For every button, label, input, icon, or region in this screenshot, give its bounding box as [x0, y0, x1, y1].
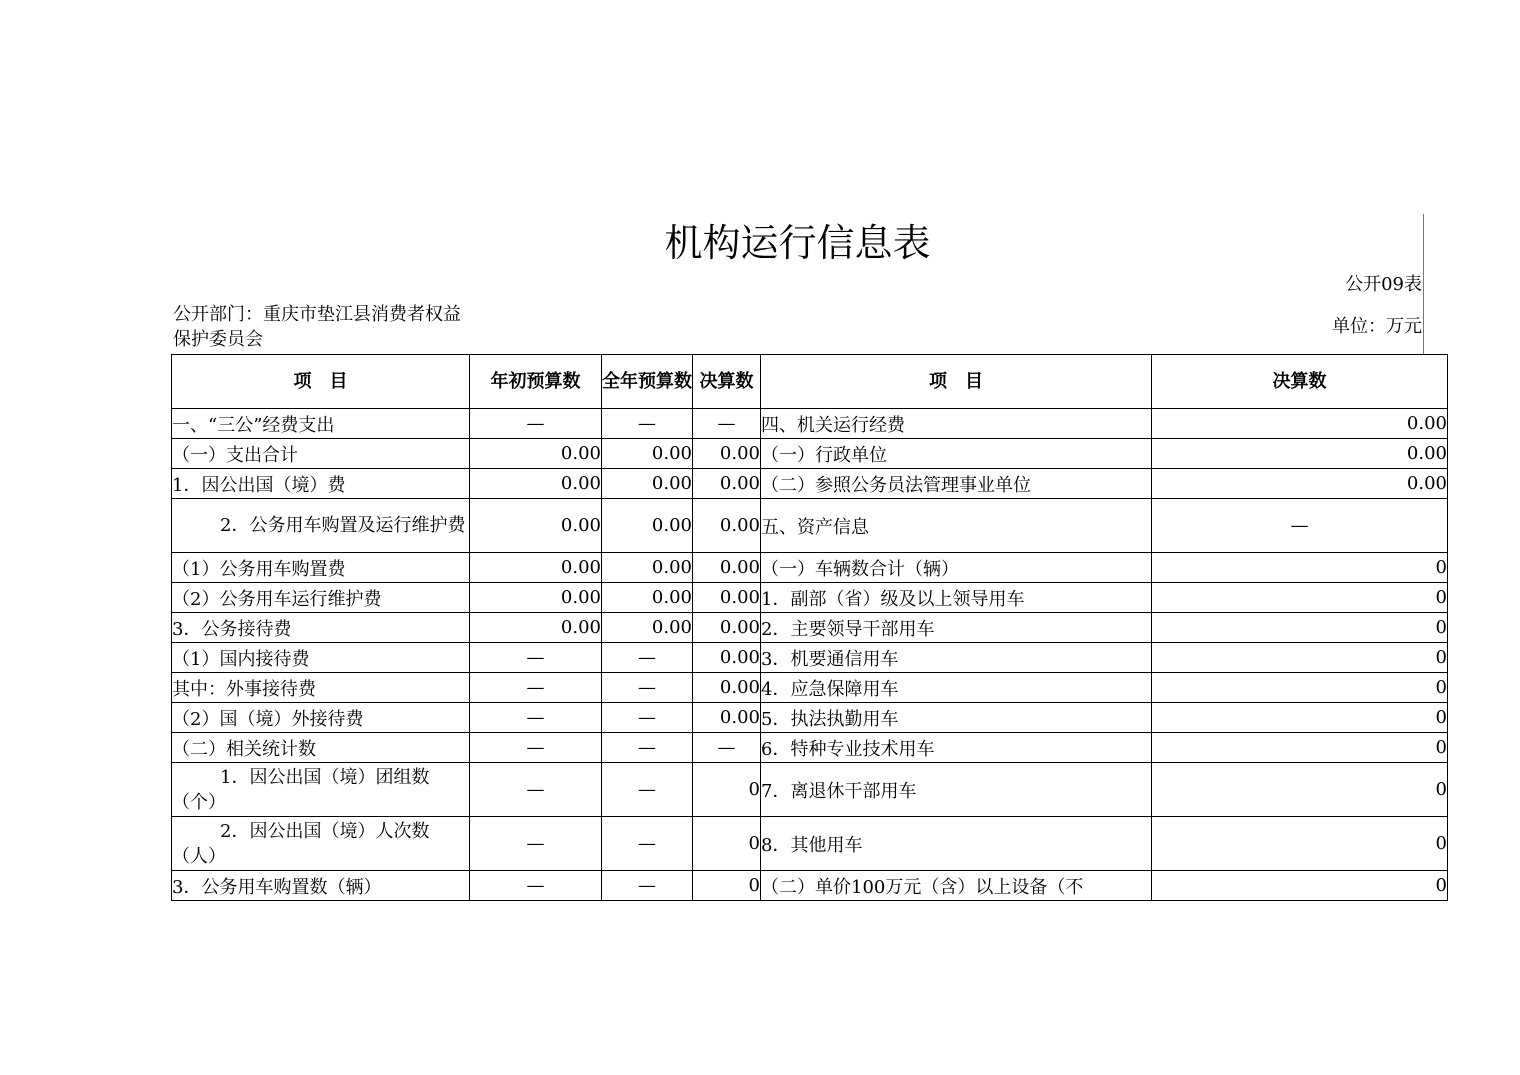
row-label-left: 其中：外事接待费	[172, 673, 470, 703]
table-row	[172, 409, 1448, 439]
initial-budget-cell: 0.00	[470, 583, 602, 613]
initial-budget-cell: 0.00	[470, 499, 602, 553]
final-cell-left: 0.00	[693, 673, 761, 703]
row-label-left	[172, 499, 470, 553]
row-label-left: （2）国（境）外接待费	[172, 703, 470, 733]
final-cell-right: 0	[1152, 583, 1448, 613]
row-label-left: （1）国内接待费	[172, 643, 470, 673]
final-cell-left: 0.00	[693, 703, 761, 733]
row-label-left-text: 1．因公出国（境）团组数（个）	[172, 766, 430, 813]
row-label-right: 6．特种专业技术用车	[761, 733, 1152, 763]
table-row	[172, 673, 1448, 703]
header-item-right: 项 目	[761, 355, 1152, 409]
table-header-row	[172, 355, 1448, 409]
full-year-budget-cell: —	[602, 703, 693, 733]
full-year-budget-cell: —	[602, 673, 693, 703]
row-label-left: 一、“三公”经费支出	[172, 409, 470, 439]
row-label-right: 3．机要通信用车	[761, 643, 1152, 673]
table-row	[172, 553, 1448, 583]
final-cell-left: 0	[693, 871, 761, 901]
row-label-left: （二）相关统计数	[172, 733, 470, 763]
initial-budget-cell: —	[470, 763, 602, 817]
table-row	[172, 643, 1448, 673]
header-final-left: 决算数	[693, 355, 761, 409]
final-cell-left: 0.00	[693, 583, 761, 613]
full-year-budget-cell: 0.00	[602, 499, 693, 553]
row-label-left-text: 2．公务用车购置及运行维护费	[220, 515, 466, 536]
table-row	[172, 703, 1448, 733]
final-cell-right: 0	[1152, 733, 1448, 763]
initial-budget-cell: —	[470, 871, 602, 901]
final-cell-right: 0.00	[1152, 439, 1448, 469]
final-cell-left: —	[693, 733, 761, 763]
row-label-left	[172, 763, 470, 817]
row-label-right: （二）参照公务员法管理事业单位	[761, 469, 1152, 499]
operation-info-table	[171, 354, 1448, 901]
full-year-budget-cell: 0.00	[602, 439, 693, 469]
form-code: 公开09表	[1345, 274, 1422, 295]
row-label-left	[172, 817, 470, 871]
final-cell-right: 0	[1152, 673, 1448, 703]
initial-budget-cell: —	[470, 817, 602, 871]
final-cell-right: 0	[1152, 613, 1448, 643]
full-year-budget-cell: —	[602, 871, 693, 901]
initial-budget-cell: —	[470, 643, 602, 673]
table-row	[172, 763, 1448, 817]
unit-label: 单位：万元	[1332, 316, 1422, 337]
final-cell-left: 0.00	[693, 469, 761, 499]
initial-budget-cell: —	[470, 703, 602, 733]
final-cell-right: 0	[1152, 871, 1448, 901]
table-row	[172, 439, 1448, 469]
row-label-right: 8．其他用车	[761, 817, 1152, 871]
full-year-budget-cell: 0.00	[602, 613, 693, 643]
final-cell-left: 0.00	[693, 499, 761, 553]
full-year-budget-cell: 0.00	[602, 553, 693, 583]
full-year-budget-cell: —	[602, 733, 693, 763]
row-label-left: 1．因公出国（境）费	[172, 469, 470, 499]
final-cell-left: —	[693, 409, 761, 439]
row-label-right: 五、资产信息	[761, 499, 1152, 553]
row-label-left: （2）公务用车运行维护费	[172, 583, 470, 613]
full-year-budget-cell: —	[602, 763, 693, 817]
final-cell-left: 0	[693, 763, 761, 817]
row-label-left: 3．公务用车购置数（辆）	[172, 871, 470, 901]
header-full-year-budget: 全年预算数	[602, 355, 693, 409]
final-cell-right: 0	[1152, 703, 1448, 733]
full-year-budget-cell: —	[602, 643, 693, 673]
final-cell-left: 0.00	[693, 613, 761, 643]
row-label-right: 5．执法执勤用车	[761, 703, 1152, 733]
table-row	[172, 871, 1448, 901]
final-cell-right: 0.00	[1152, 469, 1448, 499]
row-label-right: 7．离退休干部用车	[761, 763, 1152, 817]
final-cell-right: 0	[1152, 763, 1448, 817]
initial-budget-cell: —	[470, 673, 602, 703]
final-cell-left: 0	[693, 817, 761, 871]
final-cell-right: 0	[1152, 643, 1448, 673]
row-label-left: 3．公务接待费	[172, 613, 470, 643]
initial-budget-cell: —	[470, 409, 602, 439]
header-initial-budget: 年初预算数	[470, 355, 602, 409]
row-label-right: （二）单价100万元（含）以上设备（不	[761, 871, 1152, 901]
row-label-left: （1）公务用车购置费	[172, 553, 470, 583]
initial-budget-cell: 0.00	[470, 439, 602, 469]
header-final-right: 决算数	[1152, 355, 1448, 409]
row-label-right: 四、机关运行经费	[761, 409, 1152, 439]
final-cell-right: 0	[1152, 553, 1448, 583]
initial-budget-cell: —	[470, 733, 602, 763]
row-label-right: 2．主要领导干部用车	[761, 613, 1152, 643]
table-row	[172, 499, 1448, 553]
final-cell-left: 0.00	[693, 439, 761, 469]
table-row	[172, 733, 1448, 763]
final-cell-left: 0.00	[693, 643, 761, 673]
header-item-left: 项 目	[172, 355, 470, 409]
final-cell-right: —	[1152, 499, 1448, 553]
page-title: 机构运行信息表	[664, 221, 931, 265]
final-cell-right: 0	[1152, 817, 1448, 871]
row-label-right: （一）行政单位	[761, 439, 1152, 469]
initial-budget-cell: 0.00	[470, 613, 602, 643]
row-label-left: （一）支出合计	[172, 439, 470, 469]
initial-budget-cell: 0.00	[470, 469, 602, 499]
table-row	[172, 613, 1448, 643]
final-cell-left: 0.00	[693, 553, 761, 583]
full-year-budget-cell: —	[602, 409, 693, 439]
initial-budget-cell: 0.00	[470, 553, 602, 583]
final-cell-right: 0.00	[1152, 409, 1448, 439]
row-label-left-text: 2．因公出国（境）人次数（人）	[172, 820, 430, 867]
row-label-right: 1．副部（省）级及以上领导用车	[761, 583, 1152, 613]
table-row	[172, 469, 1448, 499]
row-label-right: 4．应急保障用车	[761, 673, 1152, 703]
table-row	[172, 583, 1448, 613]
full-year-budget-cell: —	[602, 817, 693, 871]
full-year-budget-cell: 0.00	[602, 469, 693, 499]
department-label: 公开部门：重庆市垫江县消费者权益保护委员会	[173, 304, 461, 350]
row-label-right: （一）车辆数合计（辆）	[761, 553, 1152, 583]
full-year-budget-cell: 0.00	[602, 583, 693, 613]
table-row	[172, 817, 1448, 871]
